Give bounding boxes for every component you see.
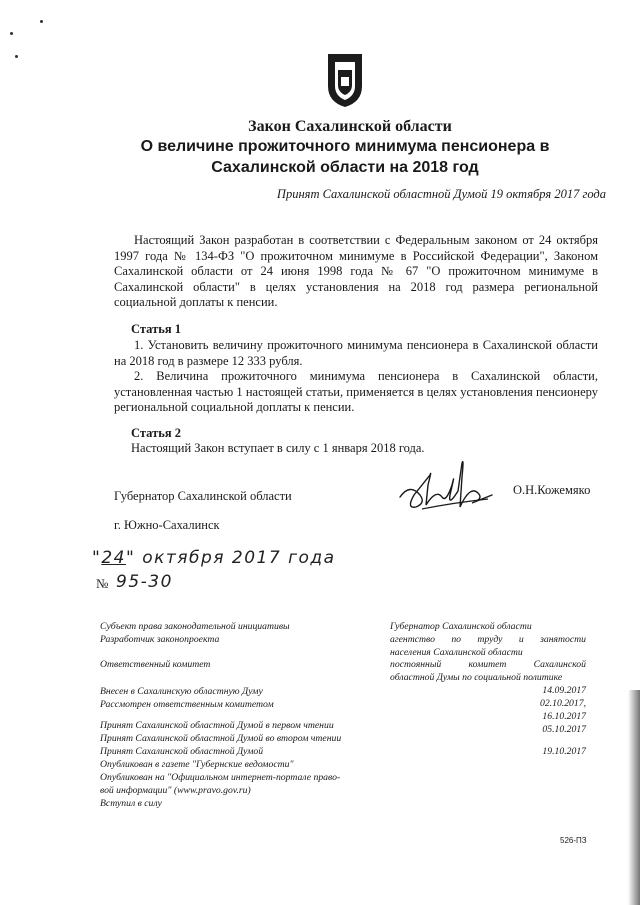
article-2-text: Настоящий Закон вступает в силу с 1 января 2018 года. (131, 441, 425, 455)
governor-position: Губернатор Сахалинской области (114, 489, 292, 503)
article-1-part-2: 2. Величина прожиточного минимума пенсионера в Сахалинской области, установленная частью 1 настоящей статьи, применяется в целях установления пенсионеру региональной социальной доплаты к пенсии. (114, 369, 598, 415)
scan-speck (40, 20, 43, 23)
preamble-paragraph: Настоящий Закон разработан в соответствии с Федеральным законом от 24 октября 1997 года № 134-ФЗ "О прожиточном минимуме в Российской Федерации", Законом Сахалинской области от 24 июня 1998 года № 67 "О прожиточном минимуме в Сахалинской области" в целях установления на 2018 год размера региональной социальной доплаты к пенсии. (114, 233, 598, 310)
footer-date-5: 19.10.2017 (542, 746, 586, 757)
law-title: Закон Сахалинской области (248, 118, 452, 135)
signing-city: г. Южно-Сахалинск (114, 518, 220, 532)
footer-committee-value-2: областной Думы по социальной политике (390, 672, 563, 683)
footer-developer-label: Разработчик законопроекта (100, 634, 220, 645)
law-subject-line1: О величине прожиточного минимума пенсионера в (140, 138, 550, 155)
footer-gazette-label: Опубликован в газете "Губернские ведомости" (100, 759, 294, 770)
footer-developer-value-2: населения Сахалинской области (390, 647, 523, 658)
footer-adopted-label: Принят Сахалинской областной Думой (100, 746, 264, 757)
coat-of-arms-emblem-icon (326, 52, 364, 108)
governor-name: О.Н.Кожемяко (513, 483, 591, 497)
law-subject-line2: Сахалинской области на 2018 год (211, 159, 479, 176)
law-subject-title (110, 136, 580, 178)
law-number-handwritten: 95-30 (116, 572, 173, 592)
footer-date-3: 16.10.2017 (542, 711, 586, 722)
footer-reviewed-label: Рассмотрен ответственным комитетом (100, 699, 274, 710)
footer-first-reading-label: Принят Сахалинской областной Думой в первом чтении (100, 720, 334, 731)
footer-committee-value-1: постоянный комитет Сахалинской (390, 659, 586, 670)
signing-date-month-year: октября 2017 года (142, 548, 336, 568)
article-1-part-1: 1. Установить величину прожиточного минимума пенсионера в Сахалинской области на 2018 год в размере 12 333 рубля. (114, 338, 598, 368)
article-2-heading: Статья 2 (131, 426, 181, 440)
footer-date-2: 02.10.2017, (539, 698, 586, 709)
scan-speck (15, 55, 18, 58)
law-number-label: № (96, 576, 109, 591)
footer-in-force-label: Вступил в силу (100, 798, 162, 809)
scan-edge-shadow (628, 690, 640, 905)
footer-portal-label-2: вой информации" (www.pravo.gov.ru) (100, 785, 251, 796)
footer-portal-label-1: Опубликован на "Официальном интернет-портале право- (100, 772, 341, 783)
footer-subject-label: Субъект права законодательной инициативы (100, 621, 290, 632)
signing-date-day: 24 (101, 548, 126, 568)
footer-subject-value: Губернатор Сахалинской области (390, 621, 532, 632)
footer-committee-label: Ответственный комитет (100, 659, 211, 670)
adoption-note: Принят Сахалинской областной Думой 19 октября 2017 года (276, 187, 606, 201)
scan-speck (10, 32, 13, 35)
footer-second-reading-label: Принят Сахалинской областной Думой во втором чтении (100, 733, 342, 744)
footer-submitted-label: Внесен в Сахалинскую областную Думу (100, 686, 263, 697)
article-1-heading: Статья 1 (131, 322, 181, 336)
document-code: 526-ПЗ (560, 836, 587, 845)
signing-date-handwritten: "24" октября 2017 года (92, 548, 336, 568)
handwritten-signature-icon (392, 455, 502, 525)
footer-date-1: 14.09.2017 (542, 685, 586, 696)
footer-developer-value-1: агентство по труду и занятости (390, 634, 586, 645)
footer-date-4: 05.10.2017 (542, 724, 586, 735)
